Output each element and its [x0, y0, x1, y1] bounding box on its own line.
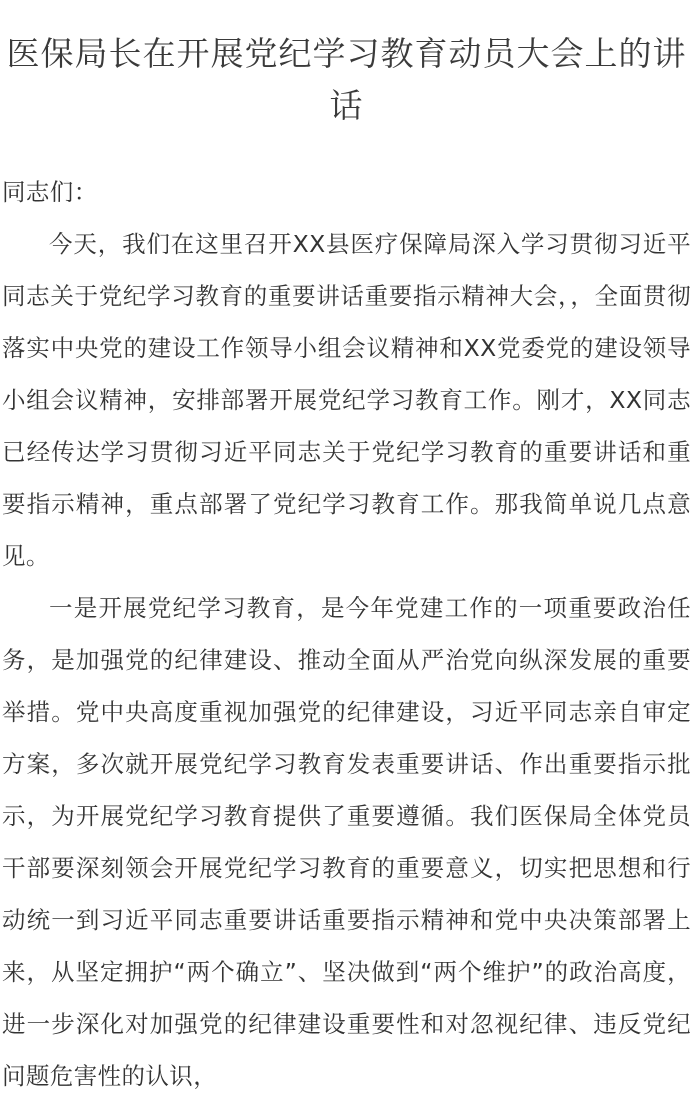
- salutation: 同志们：: [2, 178, 98, 206]
- document-body: [0, 166, 693, 1102]
- document-title: 医保局长在开展党纪学习教育动员大会上的讲话: [6, 34, 687, 125]
- paragraph: 今天，我们在这里召开XX县医疗保障局深入学习贯彻习近平同志关于党纪学习教育的重要讲话重要指示精神大会，，全面贯彻落实中央党的建设工作领导小组会议精神和XX党委党的建设领导小组会议精神，安排部署开展党纪学习教育工作。刚才，XX同志已经传达学习贯彻习近平同志关于党纪学习教育的重要讲话和重要指示精神，重点部署了党纪学习教育工作。那我简单说几点意见。: [2, 230, 691, 570]
- paragraph: 一是开展党纪学习教育，是今年党建工作的一项重要政治任务，是加强党的纪律建设、推动全面从严治党向纵深发展的重要举措。党中央高度重视加强党的纪律建设，习近平同志亲自审定方案，多次就开展党纪学习教育发表重要讲话、作出重要指示批示，为开展党纪学习教育提供了重要遵循。我们医保局全体党员干部要深刻领会开展党纪学习教育的重要意义，切实把思想和行动统一到习近平同志重要讲话重要指示精神和党中央决策部署上来，从坚定拥护“两个确立”、坚决做到“两个维护”的政治高度，进一步深化对加强党的纪律建设重要性和对忽视纪律、违反党纪问题危害性的认识，: [2, 594, 691, 1090]
